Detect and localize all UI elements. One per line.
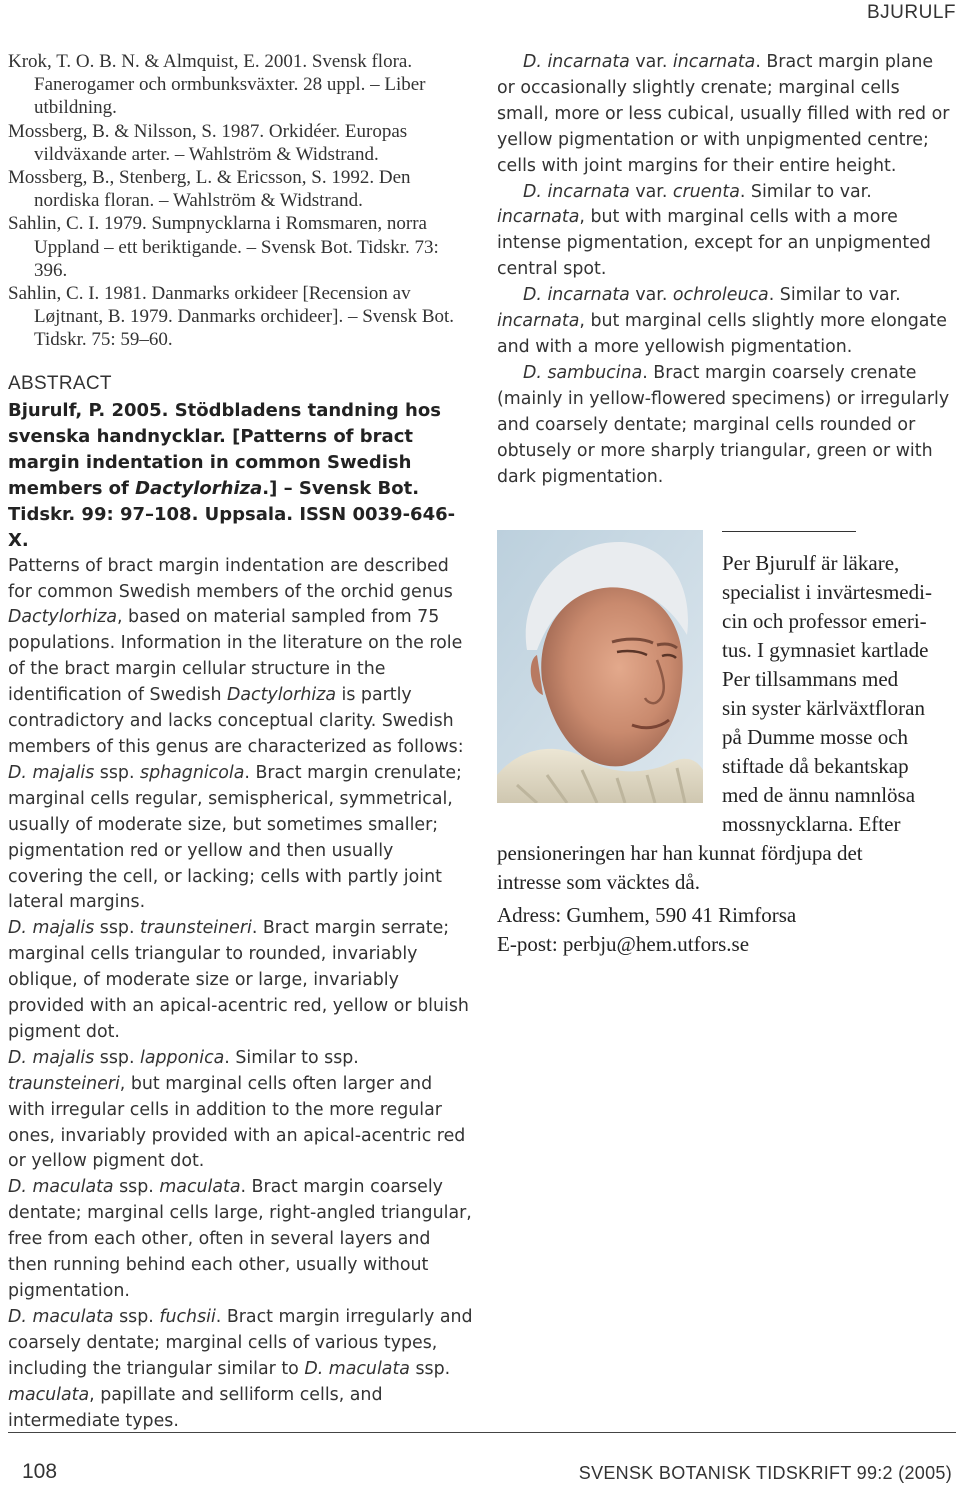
species-description: . Bract margin serrate; marginal cells triangular to rounded, invariably oblique, of moderate size or large, invariably provided with an apical-acentric red, yellow or bluish pigment dot. bbox=[8, 918, 469, 1042]
postal-address: Adress: Gumhem, 590 41 Rimforsa bbox=[497, 903, 797, 927]
species-entry bbox=[8, 761, 473, 916]
abstract-body bbox=[8, 554, 473, 1435]
species-reference: incarnata bbox=[497, 207, 580, 228]
infraspecific-name: cruenta bbox=[672, 181, 740, 202]
species-description: . Bract margin crenulate; marginal cells regular, semispherical, symmetrical, usually of moderate size, but sometimes smaller; pigmentation red or yellow and then usually covering the cell, or lacking; cells with partly joint lateral margins. bbox=[8, 762, 462, 913]
species-reference: traunsteineri bbox=[8, 1073, 120, 1094]
author-contact bbox=[497, 901, 955, 959]
species-description: , but with marginal cells with a more intense pigmentation, except for an unpigmented central spot. bbox=[497, 207, 931, 280]
bio-line: mossnycklarna. Efter bbox=[722, 812, 901, 836]
species-description: , but marginal cells often larger and with irregular cells in addition to the more regular ones, invariably provided with an apical-acentric red or yellow pigment dot. bbox=[8, 1073, 466, 1172]
infraspecific-name: traunsteineri bbox=[140, 918, 252, 939]
bio-line: cin och professor emeri- bbox=[722, 609, 927, 633]
bio-line: Per tillsammans med bbox=[722, 667, 899, 691]
footer-rule bbox=[8, 1432, 956, 1433]
species-description: ssp. bbox=[409, 1358, 451, 1379]
species-description: . Similar to var. bbox=[739, 181, 872, 202]
abstract-heading: ABSTRACT bbox=[8, 372, 112, 394]
species-name: D. majalis bbox=[8, 762, 95, 783]
species-description: . Similar to ssp. bbox=[224, 1047, 359, 1068]
genus-name: Dactylorhiza bbox=[8, 607, 117, 628]
species-description: . Bract margin plane or occasionally slightly crenate; marginal cells small, more or less cubical, usually filled with red or yellow pigmentation or with unpigmented centre; cells with joint margins for their entire height. bbox=[497, 52, 950, 176]
citation-text: Bjurulf, P. 2005. Stödbladens tandning hos svenska handnycklar. [Patterns of bract margin indentation in common Swedish members of bbox=[8, 399, 441, 499]
species-reference: maculata bbox=[8, 1384, 90, 1405]
infraspecific-name: fuchsii bbox=[159, 1306, 216, 1327]
bio-line: stiftade då bekantskap bbox=[722, 754, 909, 778]
email-address: E-post: perbju@hem.utfors.se bbox=[497, 932, 750, 956]
rank: ssp. bbox=[113, 1177, 160, 1198]
species-name: D. incarnata bbox=[523, 52, 630, 72]
reference-item: Sahlin, C. I. 1979. Sumpnycklarna i Romsmaren, norra Uppland – ett beriktigande. – Svensk Bot. Tidskr. 73: 396. bbox=[8, 213, 439, 281]
rank: var. bbox=[629, 181, 673, 202]
species-name: D. majalis bbox=[8, 918, 95, 939]
rank: var. bbox=[629, 52, 673, 72]
intro-text: , based on material sampled from 75 populations. Information in the literature on the role of the bract margin cellular structure in the identification of Swedish bbox=[8, 607, 463, 706]
bio-line: pensioneringen har han kunnat fördjupa det bbox=[497, 841, 863, 865]
species-entry bbox=[8, 1046, 473, 1176]
species-name: D. majalis bbox=[8, 1047, 95, 1068]
bio-line: intresse som väcktes då. bbox=[497, 870, 700, 894]
species-description: , papillate and selliform cells, and intermediate types. bbox=[8, 1384, 383, 1431]
rank: var. bbox=[629, 285, 673, 306]
author-photo bbox=[497, 530, 703, 803]
species-name: D. incarnata bbox=[523, 285, 630, 306]
reference-list bbox=[8, 50, 473, 352]
species-entry bbox=[497, 361, 955, 491]
reference-item: Mossberg, B., Stenberg, L. & Ericsson, S. 1992. Den nordiska floran. – Wahlström & Widstrand. bbox=[8, 167, 411, 212]
rank: ssp. bbox=[94, 1047, 141, 1068]
species-entry bbox=[8, 1175, 473, 1305]
bio-line: på Dumme mosse och bbox=[722, 725, 909, 749]
journal-footer: SVENSK BOTANISK TIDSKRIFT 99:2 (2005) bbox=[578, 1463, 952, 1483]
species-entry bbox=[497, 50, 955, 180]
species-name: D. maculata bbox=[8, 1306, 114, 1327]
species-name: D. maculata bbox=[8, 1177, 114, 1198]
species-name: D. incarnata bbox=[523, 181, 630, 202]
rank: ssp. bbox=[94, 762, 141, 783]
left-column bbox=[8, 50, 473, 1434]
infraspecific-name: ochroleuca bbox=[672, 285, 769, 306]
right-column bbox=[497, 50, 955, 490]
infraspecific-name: maculata bbox=[159, 1177, 241, 1198]
species-description: . Similar to var. bbox=[768, 285, 901, 306]
species-description: , but marginal cells slightly more elongate and with a more yellowish pigmentation. bbox=[497, 311, 947, 357]
species-name: D. sambucina bbox=[523, 362, 643, 383]
bio-line: sin syster kärlväxtfloran bbox=[722, 696, 925, 720]
abstract-intro bbox=[8, 554, 473, 761]
species-description: . Bract margin coarsely crenate (mainly in yellow-flowered specimens) or irregularly and coarsely dentate; marginal cells rounded or obtusely or more sharply triangular, green or with dark pigmentation. bbox=[497, 362, 950, 487]
reference-item: Krok, T. O. B. N. & Almquist, E. 2001. Svensk flora. Fanerogamer och ormbunksväxter. 28 uppl. – Liber utbildning. bbox=[8, 51, 426, 119]
reference-item: Sahlin, C. I. 1981. Danmarks orkideer [Recension av Løjtnant, B. 1979. Danmarks orchideer]. – Svensk Bot. Tidskr. 75: 59–60. bbox=[8, 283, 455, 351]
citation-text-end: .] – Svensk Bot. Tidskr. 99: 97–108. Uppsala. ISSN 0039-646-X. bbox=[8, 477, 456, 551]
rank: ssp. bbox=[94, 918, 141, 939]
species-entry bbox=[8, 1305, 473, 1435]
intro-text: is partly contradictory and lacks conceptual clarity. Swedish members of this genus are characterized as follows: bbox=[8, 685, 464, 757]
page-number: 108 bbox=[22, 1460, 58, 1483]
running-head: BJURULF bbox=[866, 2, 956, 23]
bio-line: tus. I gymnasiet kartlade bbox=[722, 638, 929, 662]
rank: ssp. bbox=[113, 1306, 160, 1327]
abstract-citation bbox=[8, 398, 473, 554]
infraspecific-name: lapponica bbox=[140, 1047, 225, 1068]
infraspecific-name: incarnata bbox=[672, 52, 756, 72]
species-description: . Bract margin irregularly and coarsely dentate; marginal cells of various types, including the triangular similar to bbox=[8, 1306, 473, 1379]
genus-name: Dactylorhiza bbox=[227, 685, 336, 706]
species-entry bbox=[497, 180, 955, 284]
species-entry bbox=[8, 916, 473, 1046]
citation-genus: Dactylorhiza bbox=[135, 477, 263, 499]
reference-item: Mossberg, B. & Nilsson, S. 1987. Orkidéer. Europas vildväxande arter. – Wahlström & Widstrand. bbox=[8, 120, 408, 165]
bio-line: med de ännu namnlösa bbox=[722, 783, 916, 807]
bio-line: specialist i invärtesmedi- bbox=[722, 580, 932, 604]
intro-text: Patterns of bract margin indentation are described for common Swedish members of the orchid genus bbox=[8, 555, 453, 602]
bio-separator-rule bbox=[722, 531, 856, 532]
species-reference: incarnata bbox=[497, 311, 580, 332]
bio-line: Per Bjurulf är läkare, bbox=[722, 551, 900, 575]
species-description: . Bract margin coarsely dentate; marginal cells large, right-angled triangular, free from each other, often in several layers and then running behind each other, usually without pigmentation. bbox=[8, 1177, 472, 1302]
species-reference: D. maculata bbox=[304, 1358, 410, 1379]
author-portrait-image bbox=[497, 530, 703, 803]
species-entry bbox=[497, 283, 955, 361]
infraspecific-name: sphagnicola bbox=[140, 762, 245, 783]
